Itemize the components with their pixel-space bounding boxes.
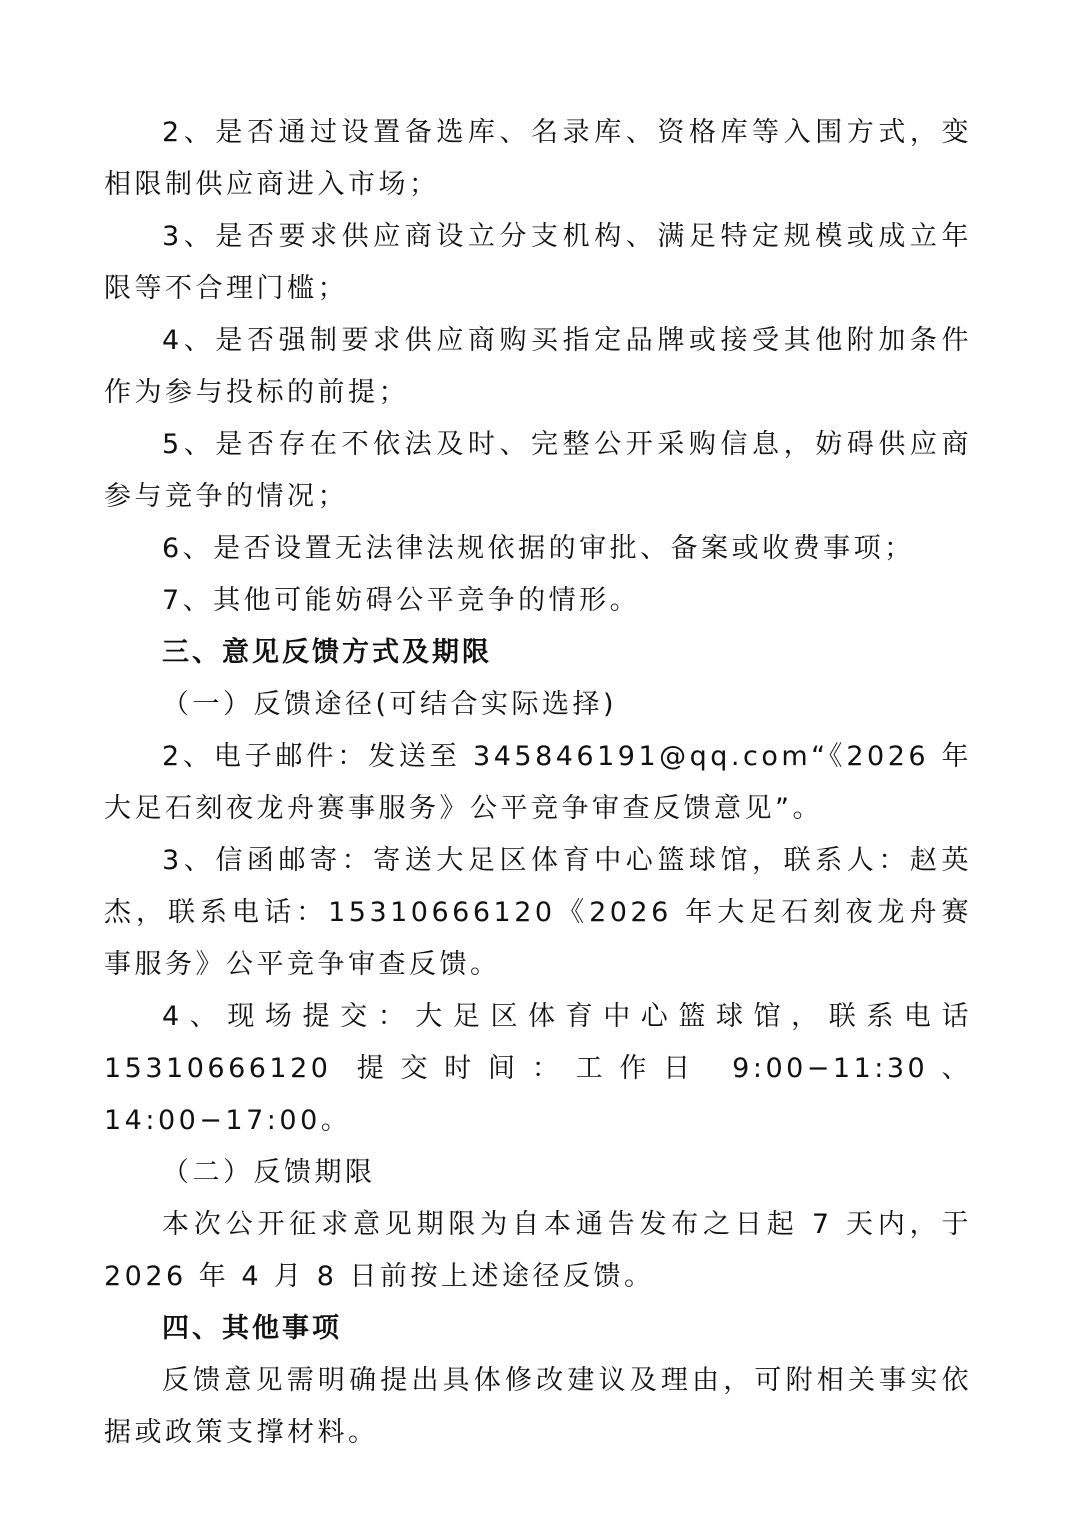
list-item: 4、现场提交：大足区体育中心篮球馆，联系电话 15310666120 提交时间：工作日 9:00−11:30、14:00−17:00。 bbox=[104, 1001, 972, 1136]
list-item: 2、是否通过设置备选库、名录库、资格库等入围方式，变相限制供应商进入市场； bbox=[104, 117, 972, 200]
paragraph: 本次公开征求意见期限为自本通告发布之日起 7 天内，于 2026 年 4 月 8 日前按上述途径反馈。 bbox=[104, 1209, 972, 1292]
list-item: 2、电子邮件：发送至 345846191@qq.com“《2026 年大足石刻夜龙舟赛事服务》公平竞争审查反馈意见”。 bbox=[104, 741, 972, 824]
list-item: 7、其他可能妨碍公平竞争的情形。 bbox=[162, 585, 641, 616]
list-item: 5、是否存在不依法及时、完整公开采购信息，妨碍供应商参与竞争的情况； bbox=[104, 429, 972, 512]
subsection-heading: （一）反馈途径(可结合实际选择) bbox=[162, 689, 618, 720]
section-heading: 四、其他事项 bbox=[162, 1313, 342, 1344]
list-item: 3、是否要求供应商设立分支机构、满足特定规模或成立年限等不合理门槛； bbox=[104, 221, 972, 304]
document-page bbox=[104, 107, 972, 1459]
list-item: 3、信函邮寄：寄送大足区体育中心篮球馆，联系人：赵英杰，联系电话：15310666120《2026 年大足石刻夜龙舟赛事服务》公平竞争审查反馈。 bbox=[104, 845, 972, 980]
list-item: 6、是否设置无法律法规依据的审批、备案或收费事项； bbox=[162, 533, 915, 564]
paragraph: 反馈意见需明确提出具体修改建议及理由，可附相关事实依据或政策支撑材料。 bbox=[104, 1365, 972, 1448]
section-heading: 三、意见反馈方式及期限 bbox=[162, 637, 492, 668]
list-item: 4、是否强制要求供应商购买指定品牌或接受其他附加条件作为参与投标的前提； bbox=[104, 325, 972, 408]
subsection-heading: （二）反馈期限 bbox=[162, 1157, 376, 1188]
